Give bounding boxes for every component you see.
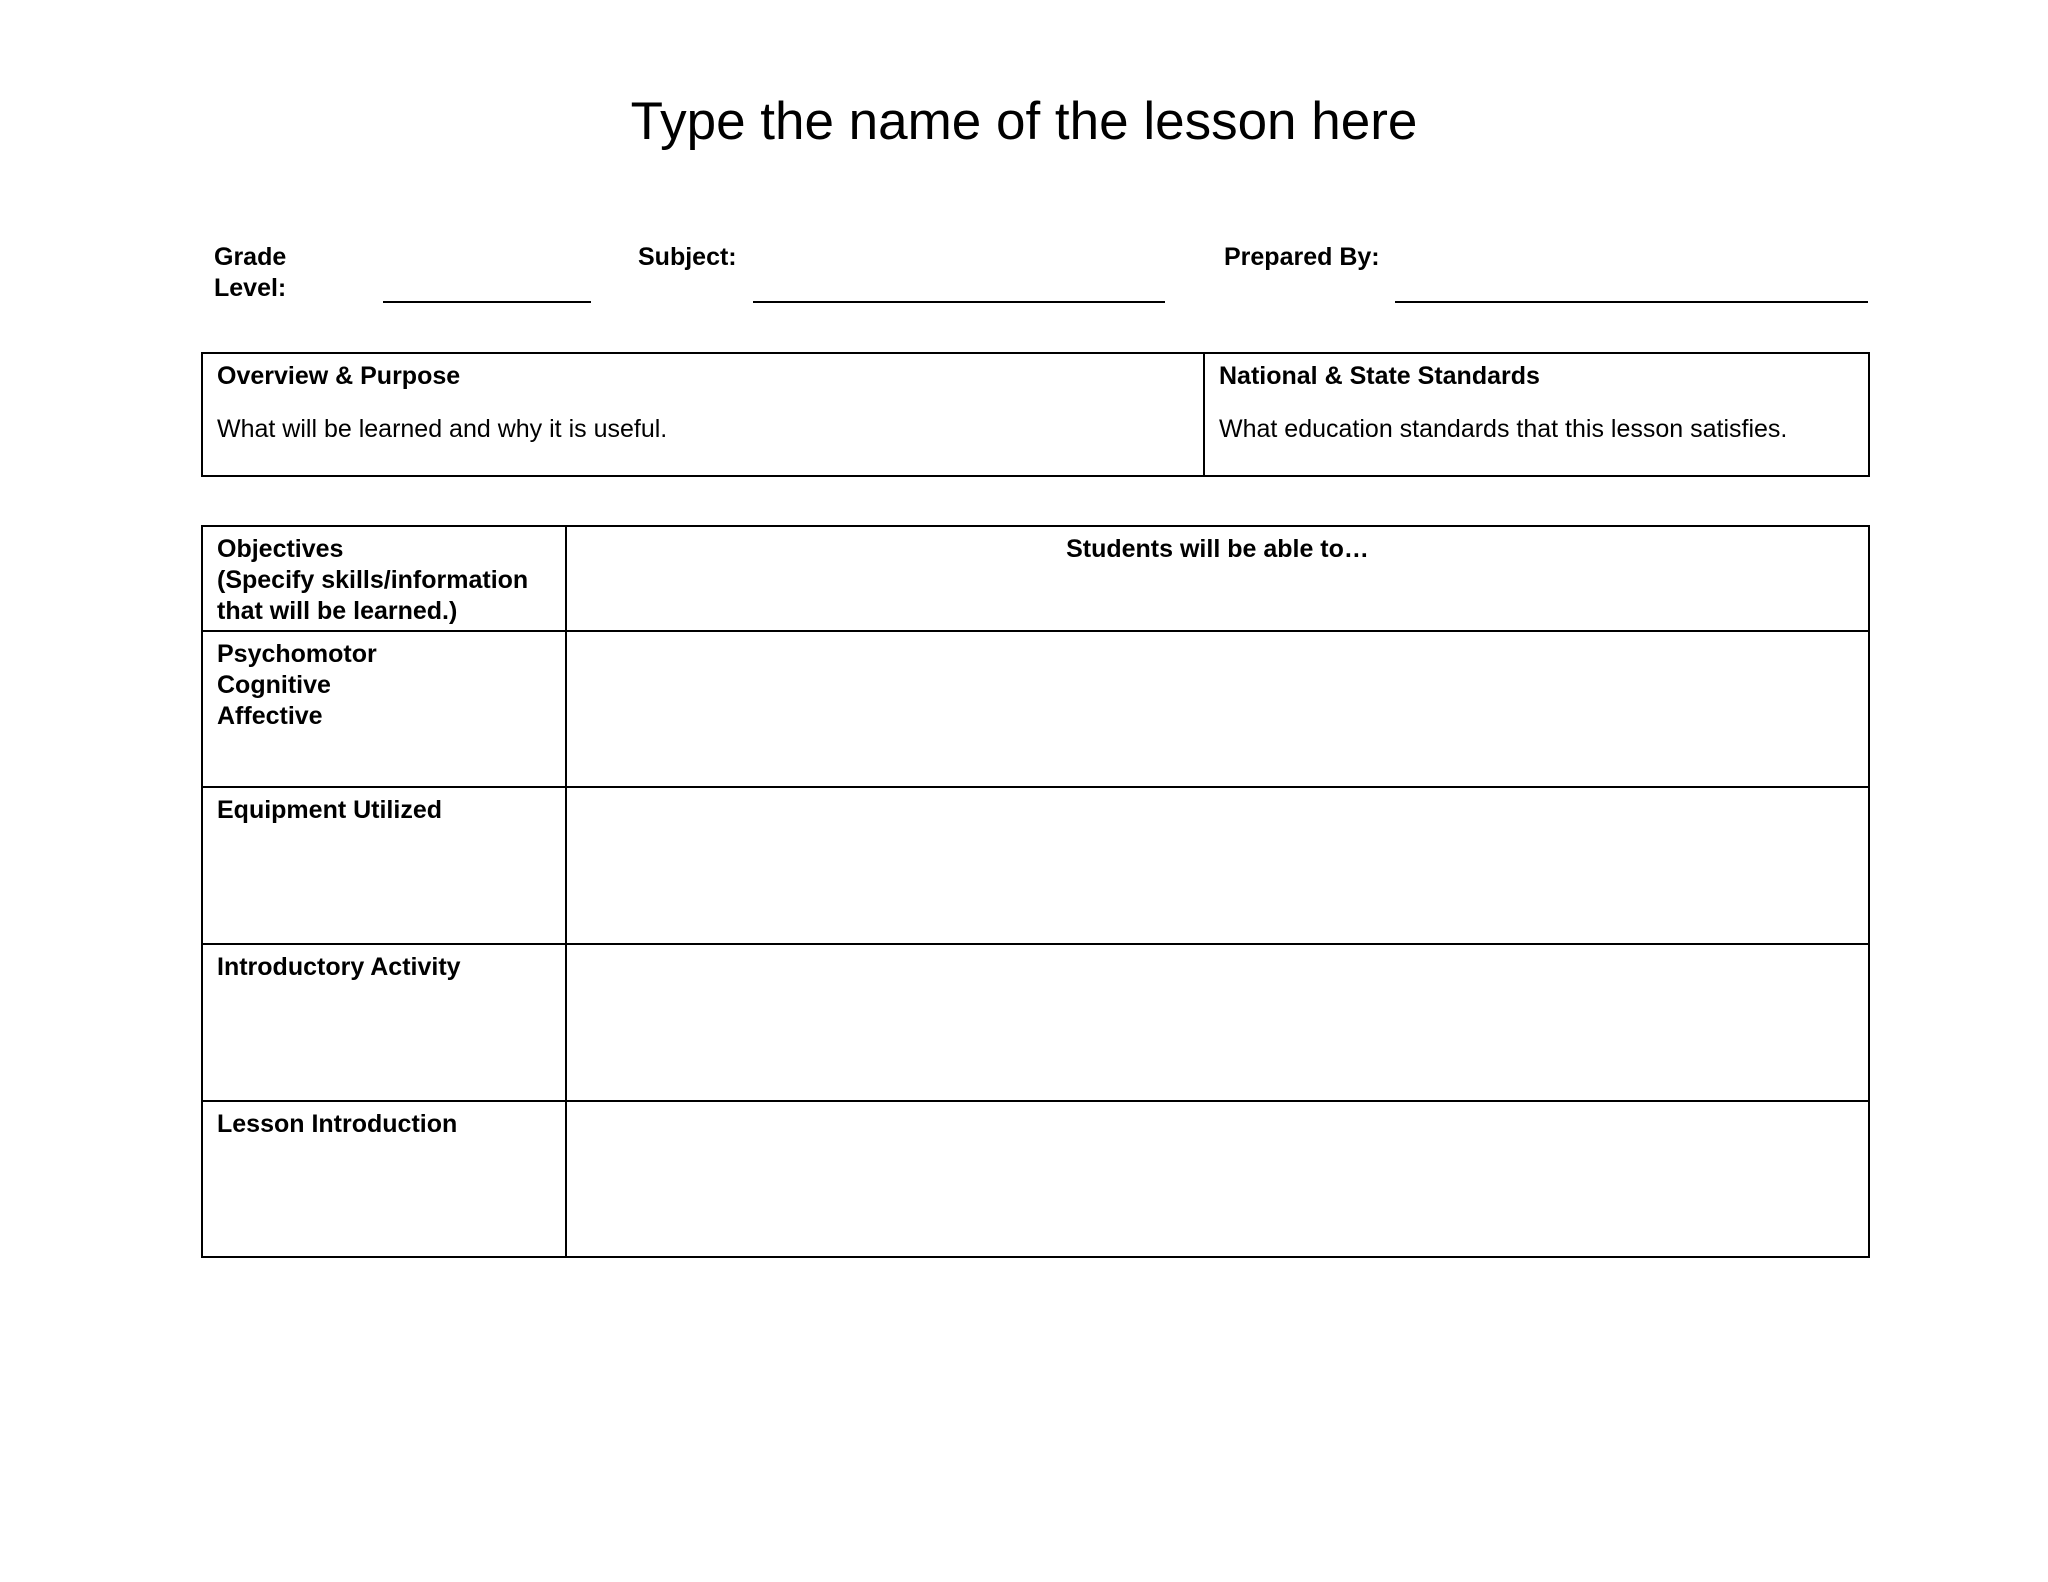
- objectives-hint-line1: (Specify skills/information: [217, 566, 529, 594]
- subject-label: Subject:: [638, 243, 737, 271]
- equipment-label-cell: [202, 787, 566, 944]
- lesson-introduction-label-cell: [202, 1101, 566, 1257]
- overview-purpose-text: What will be learned and why it is useful.: [217, 415, 668, 443]
- objectives-label-cell: [202, 526, 566, 631]
- students-will-be-able-header: Students will be able to…: [1066, 535, 1369, 563]
- equipment-content-cell[interactable]: [566, 787, 1869, 944]
- grade-level-input-line[interactable]: [383, 301, 591, 303]
- overview-purpose-cell[interactable]: [202, 353, 1204, 476]
- prepared-by-label: Prepared By:: [1224, 243, 1380, 271]
- lesson-introduction-content-cell[interactable]: [566, 1101, 1869, 1257]
- overview-standards-table: [201, 352, 1870, 477]
- lesson-plan-table: [201, 525, 1870, 1258]
- cognitive-label: Cognitive: [217, 671, 331, 699]
- objectives-label: Objectives: [217, 535, 344, 563]
- prepared-by-input-line[interactable]: [1395, 301, 1868, 303]
- students-will-be-able-cell[interactable]: [566, 526, 1869, 631]
- standards-text: What education standards that this lesson satisfies.: [1219, 415, 1788, 443]
- overview-purpose-heading: Overview & Purpose: [217, 362, 461, 390]
- affective-label: Affective: [217, 702, 323, 730]
- grade-level-label-line1: Grade: [214, 243, 287, 271]
- grade-level-label: [214, 242, 286, 304]
- standards-heading: National & State Standards: [1219, 362, 1540, 390]
- lesson-title[interactable]: Type the name of the lesson here: [630, 92, 1418, 151]
- learning-domains-content-cell[interactable]: [566, 631, 1869, 787]
- subject-input-line[interactable]: [753, 301, 1165, 303]
- psychomotor-label: Psychomotor: [217, 640, 377, 668]
- introductory-activity-label-cell: [202, 944, 566, 1101]
- introductory-activity-label: Introductory Activity: [217, 953, 461, 981]
- standards-cell[interactable]: [1204, 353, 1869, 476]
- learning-domains-label-cell: [202, 631, 566, 787]
- equipment-label: Equipment Utilized: [217, 796, 442, 824]
- objectives-hint-line2: that will be learned.): [217, 597, 458, 625]
- introductory-activity-content-cell[interactable]: [566, 944, 1869, 1101]
- lesson-introduction-label: Lesson Introduction: [217, 1110, 458, 1138]
- grade-level-label-line2: Level:: [214, 274, 287, 302]
